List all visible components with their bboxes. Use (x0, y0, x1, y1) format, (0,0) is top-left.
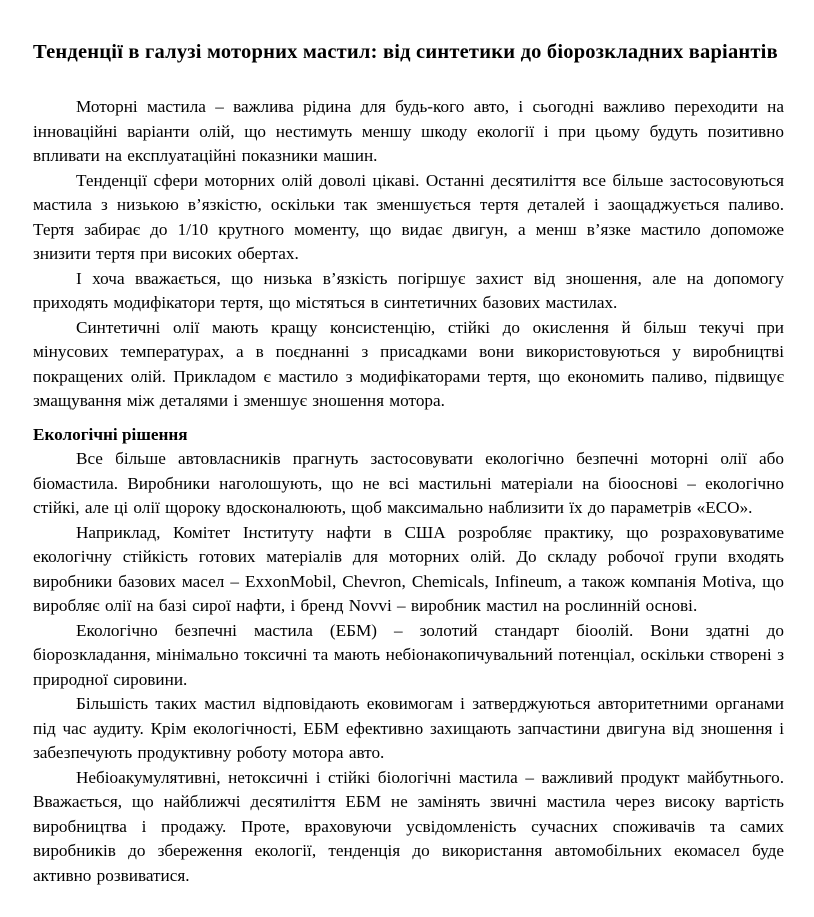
section-heading-eco-solutions: Екологічні рішення (33, 424, 188, 444)
paragraph-intro: Моторні мастила – важлива рідина для будь-кого авто, і сьогодні важливо переходити на інноваційні варіанти олій, що нестимуть меншу шкоду екології і при цьому будуть позитивно впливати на експлуатаційні показники машин. (33, 97, 784, 165)
paragraph-viscosity: І хоча вважається, що низька в’язкість погіршує захист від зношення, але на допомогу приходять модифікатори тертя, що містяться в синтетичних базових мастилах. (33, 268, 784, 312)
document-title: Тенденції в галузі моторних мастил: від синтетики до біорозкладних варіантів (33, 41, 778, 63)
paragraph-future-outlook: Небіоакумулятивні, нетоксичні і стійкі біологічні мастила – важливий продукт майбутнього. Вважається, що найближчі десятиліття ЕБМ не замінять звичні мастила через високу вартість виробництва і продажу. Проте, враховуючи усвідомленість сучасних споживачів та самих виробників до збереження екології, тенденція до використання автомобільних екомасел буде активно розвиватися. (33, 767, 784, 885)
paragraph-eco-demand: Все більше автовласників прагнуть застосовувати екологічно безпечні моторні олії або біомастила. Виробники наголошують, що не всі мастильні матеріали на біооснові – екологічно стійкі, але ці олії щороку вдосконалюють, щоб максимально наблизити їх до параметрів «ECO». (33, 449, 784, 517)
paragraph-trends: Тенденції сфери моторних олій доволі цікаві. Останні десятиліття все більше застосовуються мастила з низькою в’язкістю, оскільки так зменшується тертя деталей і заощаджується паливо. Тертя забирає до 1/10 крутного моменту, що видає двигун, а менш в’язке мастило допоможе знизити тертя при високих обертах. (33, 170, 784, 263)
paragraph-ebm-standard: Екологічно безпечні мастила (ЕБМ) – золотий стандарт біоолій. Вони здатні до біорозкладання, мінімально токсичні та мають небіонакопичувальний потенціал, оскільки створені з природної сировини. (33, 620, 784, 689)
paragraph-petroleum-institute: Наприклад, Комітет Інституту нафти в США розробляє практику, що розраховуватиме екологічну стійкість готових матеріалів для моторних олій. До складу робочої групи входять виробники базових масел – ExxonMobil, Chevron, Chemicals, Infineum, а також компанія Motiva, що виробляє олії на базі сирої нафти, і бренд Novvi – виробник мастил на рослинній основі. (33, 522, 784, 615)
paragraph-audit-compliance: Більшість таких мастил відповідають ековимогам і затверджуються авторитетними органами під час аудиту. Крім екологічності, ЕБМ ефективно захищають запчастини двигуна від зношення і забезпечують продуктивну роботу мотора авто. (33, 694, 784, 762)
paragraph-synthetic-oils: Синтетичні олії мають кращу консистенцію, стійкі до окислення й більш текучі при мінусових температурах, а в поєднанні з присадками вони використовуються у виробництві покращених олій. Прикладом є мастило з модифікаторами тертя, що економить паливо, підвищує змащування між деталями і зменшує зношення мотора. (33, 317, 784, 410)
